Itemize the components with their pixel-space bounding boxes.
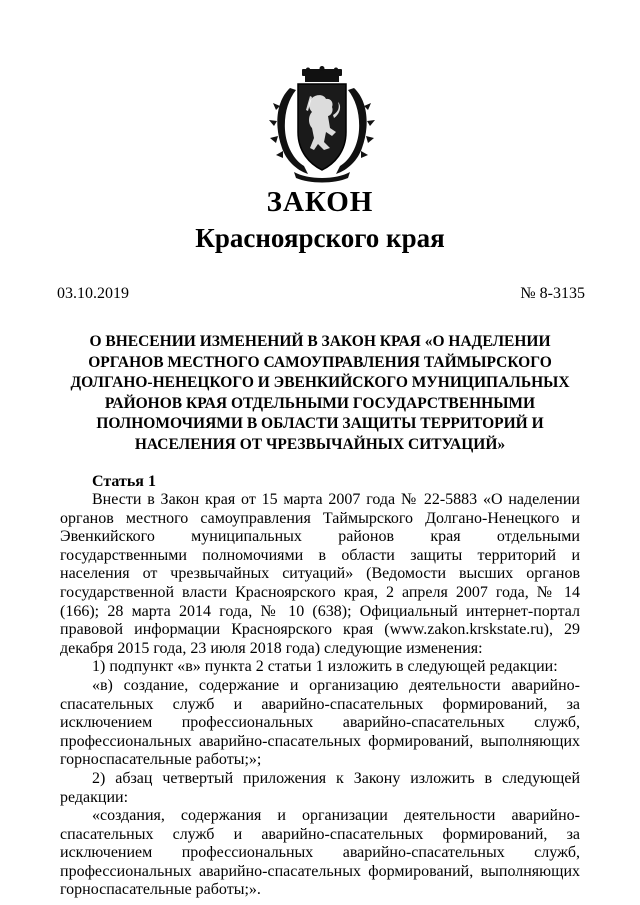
article-paragraph: 1) подпункт «в» пункта 2 статьи 1 изложить в следующей редакции:	[92, 658, 558, 676]
document-number: № 8-3135	[520, 285, 585, 302]
article-body	[60, 491, 580, 900]
law-heading: О ВНЕСЕНИИ ИЗМЕНЕНИЙ В ЗАКОН КРАЯ «О НАДЕЛЕНИИ ОРГАНОВ МЕСТНОГО САМОУПРАВЛЕНИЯ ТАЙМЫРСКОГО ДОЛГАНО-НЕНЕЦКОГО И ЭВЕНКИЙСКОГО МУНИЦИПАЛЬНЫХ РАЙОНОВ КРАЯ ОТДЕЛЬНЫМИ ГОСУДАРСТВЕННЫМИ ПОЛНОМОЧИЯМИ В ОБЛАСТИ ЗАЩИТЫ ТЕРРИТОРИЙ И НАСЕЛЕНИЯ ОТ ЧРЕЗВЫЧАЙНЫХ СИТУАЦИЙ»	[70, 333, 570, 453]
article-paragraph: «создания, содержания и организации деятельности аварийно-спасательных служб и аварийно-спасательных формирований, за исключением профессиональных аварийно-спасательных служб, профессиональных аварийно-спасательных формирований, выполняющих горноспасательные работы;».	[60, 807, 580, 899]
document-date: 03.10.2019	[57, 285, 129, 302]
article-title: Статья 1	[92, 473, 156, 490]
article-paragraph: Внести в Закон края от 15 марта 2007 года № 22-5883 «О наделении органов местного самоуправления Таймырского Долгано-Ненецкого и Эвенкийского муниципальных районов края отдельными государственными полномочиями в области защиты территорий и населения от чрезвычайных ситуаций» (Ведомости высших органов государственной власти Красноярского края, 2 апреля 2007 года, № 14 (166); 28 марта 2014 года, № 10 (638); Официальный интернет-портал правовой информации Красноярского края (www.zakon.krskstate.ru), 29 декабря 2015 года, 23 июля 2018 года) следующие изменения:	[60, 491, 580, 657]
article-paragraph: «в) создание, содержание и организацию деятельности аварийно-спасательных служб и аварийно-спасательных формирований, за исключением профессиональных аварийно-спасательных служб, профессиональных аварийно-спасательных формирований, выполняющих горноспасательные работы;»;	[60, 676, 580, 769]
krasnoyarsk-coat-of-arms-icon	[268, 66, 376, 184]
document-subtitle: Красноярского края	[195, 223, 445, 253]
article-paragraph: 2) абзац четвертый приложения к Закону изложить в следующей редакции:	[60, 769, 580, 806]
document-title: ЗАКОН	[266, 186, 374, 218]
